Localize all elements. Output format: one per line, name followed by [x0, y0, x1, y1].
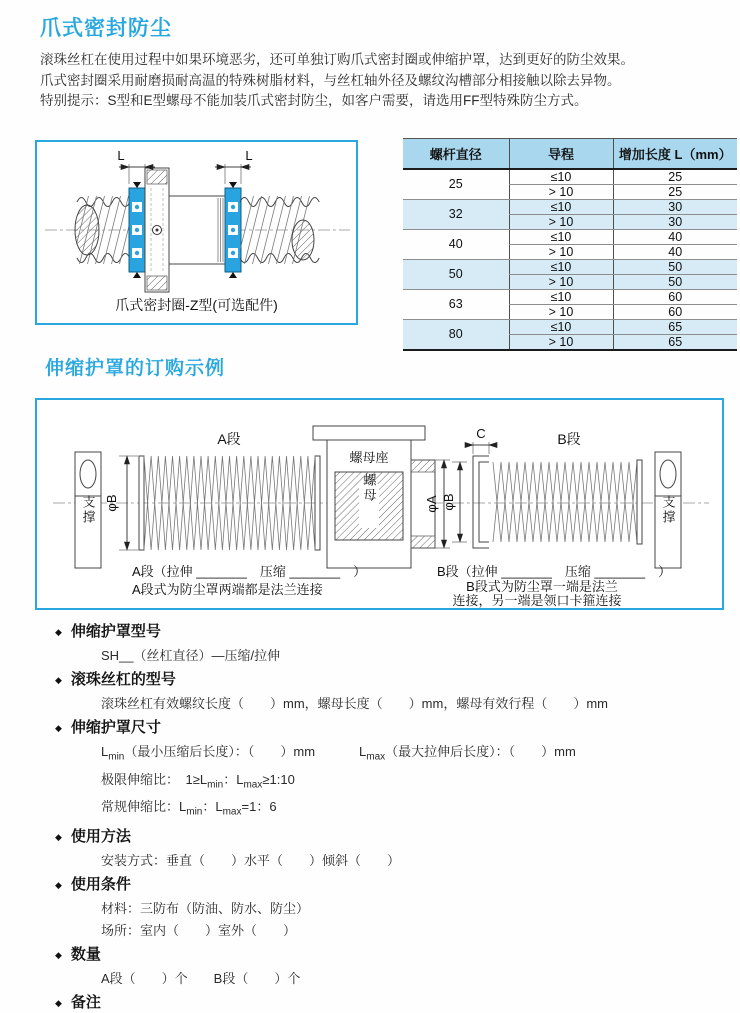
cell-diameter: 50	[403, 259, 509, 289]
order-section-model	[55, 622, 727, 664]
cell-diameter: 32	[403, 199, 509, 229]
diamond-bullet-icon: ◆	[55, 831, 62, 842]
ratio-sub: min	[207, 779, 224, 791]
cell-lead: > 10	[509, 214, 613, 229]
screw-spec-line: 滚珠丝杠有效螺纹长度（ ）mm，螺母长度（ ）mm，螺母有效行程（ ）mm	[101, 696, 608, 711]
nut-label: 螺母	[361, 473, 377, 503]
cell-length: 65	[613, 319, 737, 334]
claw-seal-left	[129, 182, 145, 278]
support-left-label: 支撑	[80, 495, 96, 525]
cell-length: 25	[613, 184, 737, 199]
table-row	[403, 289, 737, 304]
cell-length: 50	[613, 274, 737, 289]
claw-seal-right	[225, 182, 241, 278]
ratio-text: =1：6	[241, 799, 277, 815]
order-section-title: 使用条件	[70, 875, 131, 893]
diamond-bullet-icon: ◆	[55, 949, 62, 960]
order-section-quantity	[55, 945, 727, 987]
bellows-b-description-1: B段式为防尘罩一端是法兰	[466, 579, 618, 594]
support-left	[75, 452, 101, 568]
screw-shaft-left	[71, 194, 137, 266]
table-header-row	[403, 139, 737, 169]
size-spec-line-normal-ratio	[101, 798, 727, 821]
bellows-diagram-drawing	[37, 400, 722, 608]
table-row	[403, 319, 737, 334]
cell-lead: ≤10	[509, 319, 613, 334]
ratio-sub: max	[243, 779, 263, 791]
bellows-a-label: A段	[217, 431, 241, 447]
cell-lead: ≤10	[509, 169, 613, 185]
cell-length: 25	[613, 169, 737, 185]
dim-label-c: C	[476, 426, 486, 441]
condition-place-line: 场所：室内（ ）室外（ ）	[101, 922, 297, 938]
diamond-bullet-icon: ◆	[55, 627, 62, 637]
order-section-condition	[55, 875, 727, 939]
order-section-usage	[55, 827, 727, 869]
order-section-title: 数量	[70, 945, 101, 963]
cell-lead: > 10	[509, 244, 613, 259]
cell-lead: ≤10	[509, 229, 613, 244]
dim-label-phi-a: φA	[424, 495, 439, 513]
cell-lead: > 10	[509, 334, 613, 350]
cell-length: 40	[613, 229, 737, 244]
order-section-title: 滚珠丝杠的型号	[70, 671, 176, 688]
diamond-bullet-icon: ◆	[55, 879, 62, 890]
intro-line: 爪式密封圈采用耐磨损耐高温的特殊树脂材料，与丝杠轴外径及螺纹沟槽部分相接触以除去异物。	[40, 72, 621, 88]
nut-flange	[145, 168, 169, 292]
lmin-symbol: L	[101, 744, 109, 759]
dim-label-phi-b-right: φB	[441, 493, 456, 511]
cell-length: 60	[613, 304, 737, 319]
ratio-sub: max	[222, 806, 242, 818]
cell-length: 65	[613, 334, 737, 350]
cell-length: 40	[613, 244, 737, 259]
order-section-title: 使用方法	[70, 827, 131, 845]
condition-material-line: 材料：三防布（防油、防水、防尘）	[101, 900, 310, 916]
nut-seat-label: 螺母座	[349, 450, 389, 465]
bellows-b	[493, 460, 642, 544]
bellows-diagram-panel	[35, 398, 724, 610]
order-section-screw	[55, 670, 727, 712]
dim-label-L-right: L	[245, 148, 253, 163]
ratio-text: ：L	[202, 799, 223, 815]
ratio-sub: min	[186, 806, 203, 818]
seal-diagram-caption: 爪式密封圈-Z型(可选配件)	[115, 297, 278, 313]
cell-length: 30	[613, 199, 737, 214]
bellows-b-label: B段	[557, 431, 581, 447]
bellows-b-description-2: 连接，另一端是领口卡箍连接	[452, 593, 622, 608]
seal-diagram-panel	[35, 140, 358, 325]
table-row	[403, 259, 737, 274]
page-title: 爪式密封防尘	[40, 17, 172, 40]
quantity-line: A段（ ）个 B段（ ）个	[101, 970, 301, 986]
diamond-bullet-icon: ◆	[55, 675, 62, 685]
cell-lead: ≤10	[509, 259, 613, 274]
bellows-b-extension-note: B段（拉伸 _______ 压缩 _______ ）	[437, 564, 672, 579]
intro-line: 特别提示：S型和E型螺母不能加装爪式密封防尘，如客户需要，请选用FF型特殊防尘方式。	[40, 93, 588, 108]
col-header-added-length: 增加长度 L（mm）	[613, 139, 737, 169]
table-row	[403, 169, 737, 185]
collar-bracket	[473, 456, 489, 548]
cell-diameter: 25	[403, 169, 509, 200]
support-right-label: 支撑	[660, 495, 676, 525]
size-spec-line-limit-ratio	[101, 771, 727, 794]
col-header-diameter: 螺杆直径	[403, 139, 509, 169]
cell-length: 60	[613, 289, 737, 304]
dim-c	[466, 426, 496, 454]
nut-body	[169, 196, 225, 264]
lmax-text: （最大拉伸后长度）：（ ）mm	[385, 744, 576, 759]
dim-label-L-left: L	[117, 148, 125, 163]
added-length-table	[403, 138, 737, 351]
cell-lead: ≤10	[509, 289, 613, 304]
lmin-text: （最小压缩后长度）：（ ）mm	[124, 744, 316, 759]
lmin-subscript: min	[108, 751, 125, 763]
section-title-order-example: 伸缩护罩的订购示例	[45, 358, 226, 379]
diamond-bullet-icon: ◆	[55, 723, 62, 733]
seal-diagram-drawing	[37, 142, 356, 294]
lmax-symbol: L	[359, 744, 367, 759]
cell-length: 50	[613, 259, 737, 274]
order-section-title: 伸缩护罩型号	[70, 623, 161, 640]
cell-diameter: 80	[403, 319, 509, 350]
order-form	[55, 616, 727, 1013]
intro-paragraph	[40, 50, 712, 112]
table-row	[403, 229, 737, 244]
order-section-size	[55, 718, 727, 821]
shaft-end-section	[75, 205, 99, 255]
dim-label-phi-b-left: φB	[104, 494, 119, 512]
cell-diameter: 63	[403, 289, 509, 319]
cell-lead: ≤10	[509, 199, 613, 214]
ratio-text: ：L	[223, 771, 244, 787]
ratio-text: 极限伸缩比： 1≥L	[101, 771, 208, 787]
support-right	[655, 452, 681, 568]
dim-L-right	[215, 148, 253, 184]
nut-housing	[313, 426, 435, 568]
lmax-subscript: max	[366, 751, 386, 763]
ratio-text: ≥1:10	[262, 771, 295, 787]
cell-lead: > 10	[509, 184, 613, 199]
usage-line: 安装方式：垂直（ ）水平（ ）倾斜（ ）	[101, 852, 401, 868]
cell-lead: > 10	[509, 304, 613, 319]
model-spec-line: SH__（丝杠直径）—压缩/拉伸	[101, 648, 281, 663]
order-section-title: 伸缩护罩尺寸	[70, 719, 161, 736]
col-header-lead: 导程	[509, 139, 613, 169]
bellows-a-description: A段式为防尘罩两端都是法兰连接	[132, 582, 323, 597]
cell-length: 30	[613, 214, 737, 229]
bellows-a-extension-note: A段（拉伸 _______ 压缩 _______ ）	[132, 564, 367, 579]
cell-diameter: 40	[403, 229, 509, 259]
order-section-title: 备注	[70, 993, 101, 1011]
size-spec-line-minmax	[101, 743, 727, 766]
diamond-bullet-icon: ◆	[55, 997, 62, 1008]
table-row	[403, 199, 737, 214]
intro-line: 滚珠丝杠在使用过程中如果环境恶劣，还可单独订购爪式密封圈或伸缩护罩，达到更好的防尘效果。	[40, 52, 634, 67]
dim-phi-b-right	[441, 462, 467, 542]
cell-lead: > 10	[509, 274, 613, 289]
ratio-text: 常规伸缩比：L	[101, 799, 187, 815]
shaft-end-section	[292, 220, 314, 260]
